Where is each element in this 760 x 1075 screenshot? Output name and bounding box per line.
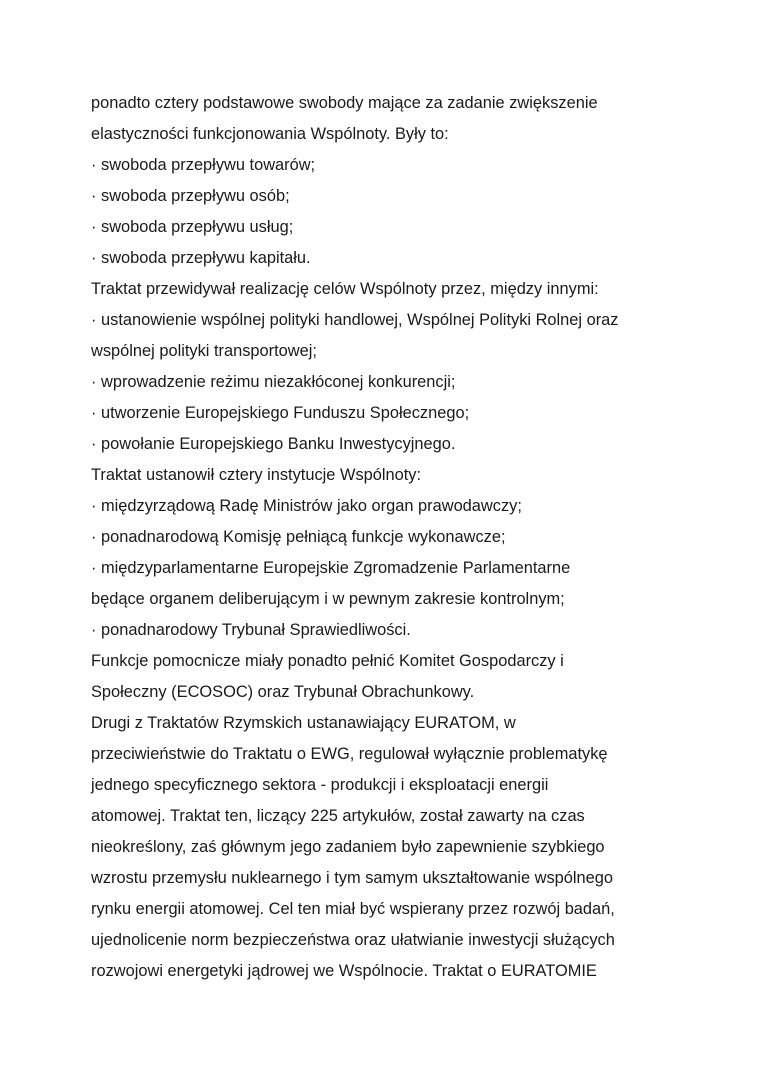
list-item: · utworzenie Europejskiego Funduszu Społecznego;	[91, 404, 470, 422]
text-line: przeciwieństwie do Traktatu o EWG, regulował wyłącznie problematykę	[91, 745, 608, 763]
list-item: · ustanowienie wspólnej polityki handlowej, Wspólnej Polityki Rolnej oraz	[91, 311, 619, 329]
text-line: wzrostu przemysłu nuklearnego i tym samym ukształtowanie wspólnego	[91, 869, 613, 887]
text-line: Traktat przewidywał realizację celów Wspólnoty przez, między innymi:	[91, 280, 599, 298]
text-line: ponadto cztery podstawowe swobody mające za zadanie zwiększenie	[91, 94, 598, 112]
list-item: · wprowadzenie reżimu niezakłóconej konkurencji;	[91, 373, 456, 391]
list-item: · swoboda przepływu osób;	[91, 187, 290, 205]
text-line: Społeczny (ECOSOC) oraz Trybunał Obrachunkowy.	[91, 683, 475, 701]
text-line: będące organem deliberującym i w pewnym zakresie kontrolnym;	[91, 590, 565, 608]
document-body	[91, 88, 691, 987]
text-line: nieokreślony, zaś głównym jego zadaniem było zapewnienie szybkiego	[91, 838, 605, 856]
list-item: · swoboda przepływu kapitału.	[91, 249, 311, 267]
text-line: ujednolicenie norm bezpieczeństwa oraz ułatwianie inwestycji służących	[91, 931, 615, 949]
text-line: rynku energii atomowej. Cel ten miał być wspierany przez rozwój badań,	[91, 900, 615, 918]
text-line: atomowej. Traktat ten, liczący 225 artykułów, został zawarty na czas	[91, 807, 585, 825]
list-item: · powołanie Europejskiego Banku Inwestycyjnego.	[91, 435, 456, 453]
text-line: elastyczności funkcjonowania Wspólnoty. Były to:	[91, 125, 449, 143]
list-item: · międzyparlamentarne Europejskie Zgromadzenie Parlamentarne	[91, 559, 571, 577]
text-line: Traktat ustanowił cztery instytucje Wspólnoty:	[91, 466, 422, 484]
list-item: · ponadnarodowy Trybunał Sprawiedliwości.	[91, 621, 411, 639]
list-item: · ponadnarodową Komisję pełniącą funkcje wykonawcze;	[91, 528, 506, 546]
text-line: wspólnej polityki transportowej;	[91, 342, 317, 360]
text-line: jednego specyficznego sektora - produkcji i eksploatacji energii	[91, 776, 549, 794]
list-item: · międzyrządową Radę Ministrów jako organ prawodawczy;	[91, 497, 522, 515]
list-item: · swoboda przepływu towarów;	[91, 156, 316, 174]
text-line: Funkcje pomocnicze miały ponadto pełnić Komitet Gospodarczy i	[91, 652, 564, 670]
list-item: · swoboda przepływu usług;	[91, 218, 294, 236]
text-line: Drugi z Traktatów Rzymskich ustanawiający EURATOM, w	[91, 714, 516, 732]
text-line: rozwojowi energetyki jądrowej we Wspólnocie. Traktat o EURATOMIE	[91, 962, 597, 980]
